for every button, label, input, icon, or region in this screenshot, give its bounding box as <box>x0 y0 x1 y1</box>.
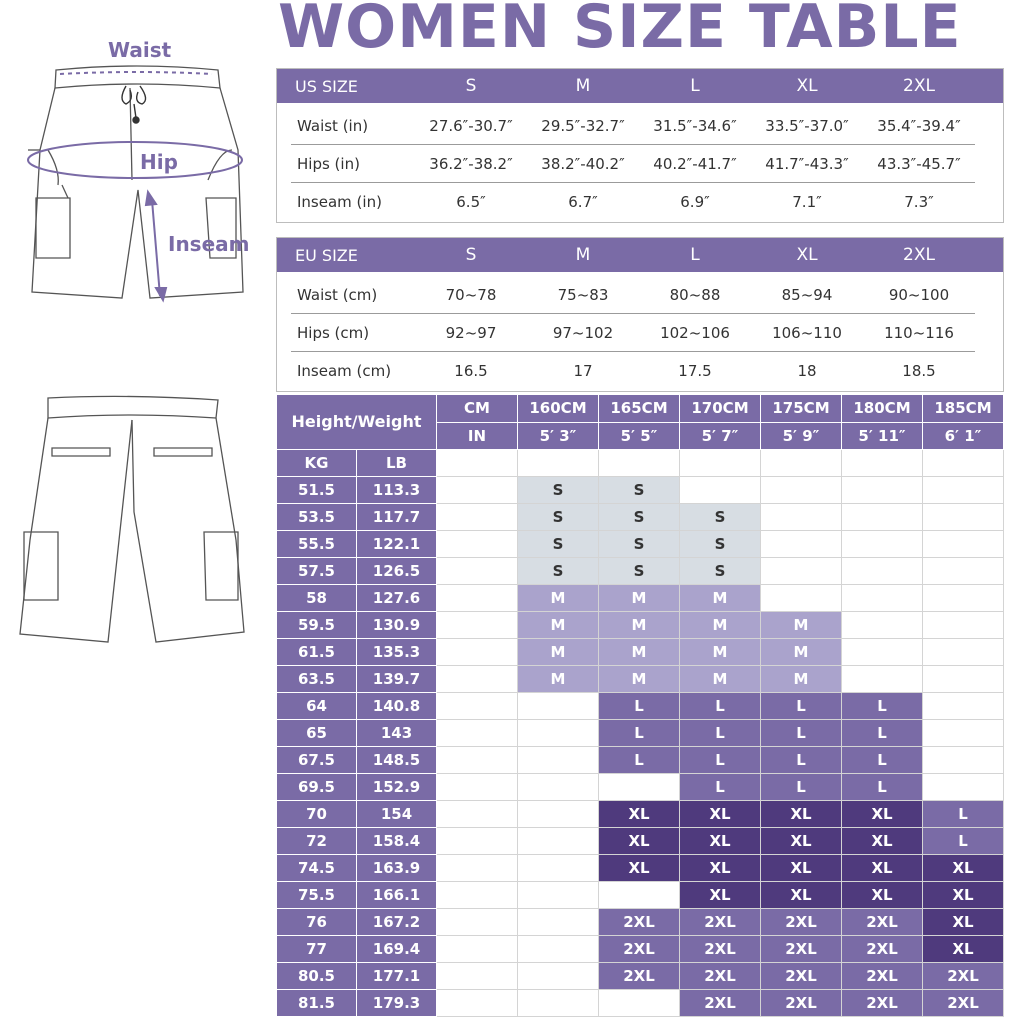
empty-cell <box>761 477 842 504</box>
us-size-body <box>277 103 1003 222</box>
shorts-illustrations <box>0 0 270 660</box>
cell: 6.7″ <box>568 192 598 211</box>
eu-waist-row <box>291 276 975 314</box>
empty-cell <box>842 477 923 504</box>
weight-kg: 64 <box>277 693 357 720</box>
empty-cell <box>437 990 518 1017</box>
empty-cell <box>599 450 680 477</box>
us-size-l: L <box>690 76 700 96</box>
empty-cell <box>437 531 518 558</box>
cell: 17.5 <box>678 361 712 380</box>
empty-cell <box>680 477 761 504</box>
weight-kg: 72 <box>277 828 357 855</box>
cell: 29.5″-32.7″ <box>541 116 625 135</box>
cell: 36.2″-38.2″ <box>429 154 513 173</box>
empty-cell <box>437 936 518 963</box>
weight-lb: 140.8 <box>357 693 437 720</box>
cell: 16.5 <box>454 361 488 380</box>
eu-size-body <box>277 272 1003 391</box>
empty-cell <box>437 828 518 855</box>
empty-cell <box>437 855 518 882</box>
weight-lb: 148.5 <box>357 747 437 774</box>
size-cell: XL <box>680 855 761 882</box>
size-cell: 2XL <box>680 990 761 1017</box>
us-waist-row <box>291 107 975 145</box>
size-cell: XL <box>842 801 923 828</box>
table-row <box>277 801 1004 828</box>
size-cell: L <box>599 720 680 747</box>
empty-cell <box>518 720 599 747</box>
size-cell: XL <box>842 882 923 909</box>
height-in-185: 6′ 1″ <box>923 422 1004 450</box>
empty-cell <box>842 531 923 558</box>
eu-size-xl: XL <box>796 245 818 265</box>
size-cell: M <box>680 639 761 666</box>
size-cell: 2XL <box>842 936 923 963</box>
empty-cell <box>923 639 1004 666</box>
size-cell: XL <box>599 801 680 828</box>
cell: 18.5 <box>902 361 936 380</box>
empty-cell <box>842 612 923 639</box>
empty-cell <box>923 558 1004 585</box>
empty-cell <box>437 747 518 774</box>
cell: 35.4″-39.4″ <box>877 116 961 135</box>
weight-kg: 59.5 <box>277 612 357 639</box>
weight-kg: 76 <box>277 909 357 936</box>
eu-size-l: L <box>690 245 700 265</box>
empty-cell <box>518 990 599 1017</box>
size-cell: L <box>599 693 680 720</box>
empty-cell <box>437 882 518 909</box>
size-cell: L <box>680 720 761 747</box>
size-cell: S <box>518 558 599 585</box>
weight-kg: 57.5 <box>277 558 357 585</box>
size-cell: L <box>761 747 842 774</box>
cell: 33.5″-37.0″ <box>765 116 849 135</box>
cell: 80~88 <box>669 285 721 304</box>
size-cell: 2XL <box>599 963 680 990</box>
table-row <box>277 963 1004 990</box>
cell: 6.5″ <box>456 192 486 211</box>
size-cell: XL <box>680 801 761 828</box>
weight-kg: 74.5 <box>277 855 357 882</box>
eu-size-s: S <box>465 245 477 265</box>
cm-label: CM <box>437 395 518 423</box>
size-cell: 2XL <box>842 990 923 1017</box>
cell: 75~83 <box>557 285 609 304</box>
empty-cell <box>599 882 680 909</box>
size-cell: S <box>518 531 599 558</box>
empty-cell <box>842 585 923 612</box>
size-cell: XL <box>680 882 761 909</box>
weight-kg: 67.5 <box>277 747 357 774</box>
size-cell: M <box>761 612 842 639</box>
size-chart-body <box>277 477 1004 1017</box>
empty-cell <box>842 450 923 477</box>
empty-cell <box>680 450 761 477</box>
kg-label: KG <box>277 450 357 477</box>
size-cell: XL <box>923 936 1004 963</box>
size-cell: XL <box>680 828 761 855</box>
empty-cell <box>437 450 518 477</box>
height-cm-160: 160CM <box>518 395 599 423</box>
cell: 106~110 <box>772 323 842 342</box>
size-cell: M <box>518 666 599 693</box>
cell: 7.1″ <box>792 192 822 211</box>
eu-size-table <box>276 237 1004 392</box>
us-size-s: S <box>465 76 477 96</box>
weight-lb: 139.7 <box>357 666 437 693</box>
size-cell: S <box>599 477 680 504</box>
size-cell: 2XL <box>761 990 842 1017</box>
size-cell: L <box>842 774 923 801</box>
empty-cell <box>518 693 599 720</box>
table-row <box>277 774 1004 801</box>
empty-cell <box>437 666 518 693</box>
size-cell: M <box>599 639 680 666</box>
weight-lb: 163.9 <box>357 855 437 882</box>
weight-lb: 152.9 <box>357 774 437 801</box>
weight-kg: 51.5 <box>277 477 357 504</box>
table-row <box>277 558 1004 585</box>
size-cell: S <box>599 558 680 585</box>
empty-cell <box>842 639 923 666</box>
size-cell: M <box>599 666 680 693</box>
weight-lb: 167.2 <box>357 909 437 936</box>
size-cell: L <box>680 747 761 774</box>
empty-cell <box>518 882 599 909</box>
size-cell: M <box>518 639 599 666</box>
weight-lb: 169.4 <box>357 936 437 963</box>
empty-cell <box>923 774 1004 801</box>
empty-cell <box>437 639 518 666</box>
height-in-180: 5′ 11″ <box>842 422 923 450</box>
weight-kg: 55.5 <box>277 531 357 558</box>
empty-cell <box>518 801 599 828</box>
cell: 38.2″-40.2″ <box>541 154 625 173</box>
table-row <box>277 693 1004 720</box>
empty-cell <box>599 990 680 1017</box>
us-inseam-row <box>291 183 975 220</box>
weight-lb: 130.9 <box>357 612 437 639</box>
size-cell: S <box>599 504 680 531</box>
size-cell: L <box>761 693 842 720</box>
empty-cell <box>518 747 599 774</box>
back-shorts-outline <box>20 396 244 642</box>
front-shorts-outline <box>28 66 243 298</box>
size-cell: 2XL <box>761 909 842 936</box>
cell: 90~100 <box>888 285 950 304</box>
size-cell: 2XL <box>599 909 680 936</box>
height-in-165: 5′ 5″ <box>599 422 680 450</box>
cell: 27.6″-30.7″ <box>429 116 513 135</box>
empty-cell <box>518 774 599 801</box>
empty-cell <box>761 531 842 558</box>
weight-kg: 69.5 <box>277 774 357 801</box>
size-cell: M <box>680 612 761 639</box>
us-size-xl: XL <box>796 76 818 96</box>
empty-cell <box>923 720 1004 747</box>
size-cell: S <box>680 504 761 531</box>
height-cm-180: 180CM <box>842 395 923 423</box>
empty-cell <box>761 585 842 612</box>
height-in-175: 5′ 9″ <box>761 422 842 450</box>
empty-cell <box>437 558 518 585</box>
empty-cell <box>761 450 842 477</box>
cell: 43.3″-45.7″ <box>877 154 961 173</box>
weight-lb: 117.7 <box>357 504 437 531</box>
empty-cell <box>518 909 599 936</box>
empty-cell <box>923 477 1004 504</box>
size-cell: XL <box>761 855 842 882</box>
weight-kg: 81.5 <box>277 990 357 1017</box>
empty-cell <box>923 585 1004 612</box>
row-label: Waist (cm) <box>297 285 378 304</box>
row-label: Inseam (in) <box>297 192 382 211</box>
weight-lb: 127.6 <box>357 585 437 612</box>
empty-cell <box>518 450 599 477</box>
empty-cell <box>842 504 923 531</box>
weight-lb: 179.3 <box>357 990 437 1017</box>
empty-cell <box>518 855 599 882</box>
size-cell: M <box>680 666 761 693</box>
empty-cell <box>923 693 1004 720</box>
table-row <box>277 990 1004 1017</box>
size-cell: 2XL <box>680 936 761 963</box>
table-row <box>277 747 1004 774</box>
size-cell: S <box>599 531 680 558</box>
empty-cell <box>842 666 923 693</box>
us-hips-row <box>291 145 975 183</box>
table-row <box>277 909 1004 936</box>
lb-label: LB <box>357 450 437 477</box>
height-weight-corner: Height/Weight <box>277 395 437 450</box>
weight-lb: 154 <box>357 801 437 828</box>
empty-cell <box>599 774 680 801</box>
table-row <box>277 639 1004 666</box>
table-row <box>277 531 1004 558</box>
table-row <box>277 666 1004 693</box>
size-cell: XL <box>923 882 1004 909</box>
size-cell: L <box>923 828 1004 855</box>
table-row <box>277 882 1004 909</box>
empty-cell <box>437 477 518 504</box>
cell: 7.3″ <box>904 192 934 211</box>
table-row <box>277 855 1004 882</box>
us-size-header <box>277 69 1003 103</box>
cell: 41.7″-43.3″ <box>765 154 849 173</box>
empty-cell <box>923 504 1004 531</box>
size-cell: 2XL <box>680 963 761 990</box>
size-cell: L <box>842 693 923 720</box>
cell: 17 <box>573 361 593 380</box>
us-size-2xl: 2XL <box>903 76 935 96</box>
in-label: IN <box>437 422 518 450</box>
cell: 70~78 <box>445 285 497 304</box>
weight-lb: 113.3 <box>357 477 437 504</box>
size-cell: XL <box>923 909 1004 936</box>
empty-cell <box>518 828 599 855</box>
table-row <box>277 612 1004 639</box>
weight-kg: 80.5 <box>277 963 357 990</box>
weight-lb: 143 <box>357 720 437 747</box>
empty-cell <box>437 909 518 936</box>
weight-kg: 53.5 <box>277 504 357 531</box>
size-cell: M <box>680 585 761 612</box>
waist-label: Waist <box>108 38 172 62</box>
weight-kg: 70 <box>277 801 357 828</box>
empty-cell <box>437 693 518 720</box>
size-cell: M <box>518 612 599 639</box>
weight-lb: 166.1 <box>357 882 437 909</box>
weight-lb: 135.3 <box>357 639 437 666</box>
size-cell: L <box>599 747 680 774</box>
size-cell: M <box>599 585 680 612</box>
empty-cell <box>518 936 599 963</box>
inseam-label: Inseam <box>168 232 250 256</box>
size-cell: 2XL <box>599 936 680 963</box>
size-cell: M <box>761 639 842 666</box>
eu-size-header <box>277 238 1003 272</box>
empty-cell <box>923 747 1004 774</box>
eu-inseam-row <box>291 352 975 389</box>
size-cell: S <box>680 558 761 585</box>
size-cell: L <box>842 720 923 747</box>
size-cell: XL <box>842 828 923 855</box>
cell: 85~94 <box>781 285 833 304</box>
size-cell: L <box>761 720 842 747</box>
size-cell: S <box>518 504 599 531</box>
us-size-m: M <box>575 76 591 96</box>
height-in-160: 5′ 3″ <box>518 422 599 450</box>
size-cell: S <box>518 477 599 504</box>
size-cell: L <box>680 693 761 720</box>
empty-cell <box>923 666 1004 693</box>
weight-kg: 61.5 <box>277 639 357 666</box>
height-cm-165: 165CM <box>599 395 680 423</box>
size-cell: XL <box>599 855 680 882</box>
table-row <box>277 720 1004 747</box>
height-cm-175: 175CM <box>761 395 842 423</box>
size-cell: L <box>842 747 923 774</box>
empty-cell <box>518 963 599 990</box>
hip-label: Hip <box>140 150 178 174</box>
us-size-header-label: US SIZE <box>295 76 358 96</box>
kg-lb-header-row <box>277 450 1004 477</box>
empty-cell <box>761 504 842 531</box>
eu-size-header-label: EU SIZE <box>295 245 358 265</box>
cell: 110~116 <box>884 323 954 342</box>
empty-cell <box>437 504 518 531</box>
cell: 6.9″ <box>680 192 710 211</box>
page-title: WOMEN SIZE TABLE <box>278 0 962 62</box>
size-cell: XL <box>761 882 842 909</box>
size-cell: M <box>599 612 680 639</box>
cell: 102~106 <box>660 323 730 342</box>
row-label: Hips (in) <box>297 154 360 173</box>
weight-kg: 58 <box>277 585 357 612</box>
size-cell: M <box>761 666 842 693</box>
weight-kg: 77 <box>277 936 357 963</box>
cell: 31.5″-34.6″ <box>653 116 737 135</box>
empty-cell <box>437 774 518 801</box>
size-cell: S <box>680 531 761 558</box>
empty-cell <box>842 558 923 585</box>
size-cell: L <box>923 801 1004 828</box>
height-in-170: 5′ 7″ <box>680 422 761 450</box>
us-size-table <box>276 68 1004 223</box>
weight-kg: 75.5 <box>277 882 357 909</box>
empty-cell <box>761 558 842 585</box>
weight-kg: 65 <box>277 720 357 747</box>
table-row <box>277 936 1004 963</box>
size-cell: M <box>518 585 599 612</box>
weight-lb: 122.1 <box>357 531 437 558</box>
empty-cell <box>923 450 1004 477</box>
size-cell: 2XL <box>842 963 923 990</box>
row-label: Inseam (cm) <box>297 361 392 380</box>
empty-cell <box>437 612 518 639</box>
size-cell: 2XL <box>923 990 1004 1017</box>
size-cell: 2XL <box>923 963 1004 990</box>
empty-cell <box>437 801 518 828</box>
eu-hips-row <box>291 314 975 352</box>
table-row <box>277 585 1004 612</box>
cell: 18 <box>797 361 817 380</box>
empty-cell <box>437 963 518 990</box>
size-cell: L <box>761 774 842 801</box>
size-cell: XL <box>761 828 842 855</box>
eu-size-m: M <box>575 245 591 265</box>
size-cell: XL <box>923 855 1004 882</box>
empty-cell <box>923 531 1004 558</box>
eu-size-2xl: 2XL <box>903 245 935 265</box>
shorts-front-and-back-drawing <box>0 0 270 660</box>
size-cell: 2XL <box>761 963 842 990</box>
empty-cell <box>923 612 1004 639</box>
height-cm-185: 185CM <box>923 395 1004 423</box>
size-cell: XL <box>842 855 923 882</box>
weight-lb: 177.1 <box>357 963 437 990</box>
size-cell: XL <box>761 801 842 828</box>
table-row <box>277 477 1004 504</box>
table-row <box>277 828 1004 855</box>
height-cm-170: 170CM <box>680 395 761 423</box>
row-label: Hips (cm) <box>297 323 370 342</box>
weight-lb: 126.5 <box>357 558 437 585</box>
cell: 92~97 <box>445 323 497 342</box>
cell: 97~102 <box>552 323 614 342</box>
empty-cell <box>437 720 518 747</box>
size-cell: 2XL <box>680 909 761 936</box>
cell: 40.2″-41.7″ <box>653 154 737 173</box>
weight-lb: 158.4 <box>357 828 437 855</box>
drawstring <box>122 86 146 123</box>
table-row <box>277 504 1004 531</box>
weight-kg: 63.5 <box>277 666 357 693</box>
empty-cell <box>437 585 518 612</box>
size-cell: 2XL <box>842 909 923 936</box>
size-cell: 2XL <box>761 936 842 963</box>
size-cell: XL <box>599 828 680 855</box>
row-label: Waist (in) <box>297 116 369 135</box>
height-weight-size-chart <box>276 394 1004 1017</box>
cm-header-row <box>277 395 1004 423</box>
size-cell: L <box>680 774 761 801</box>
